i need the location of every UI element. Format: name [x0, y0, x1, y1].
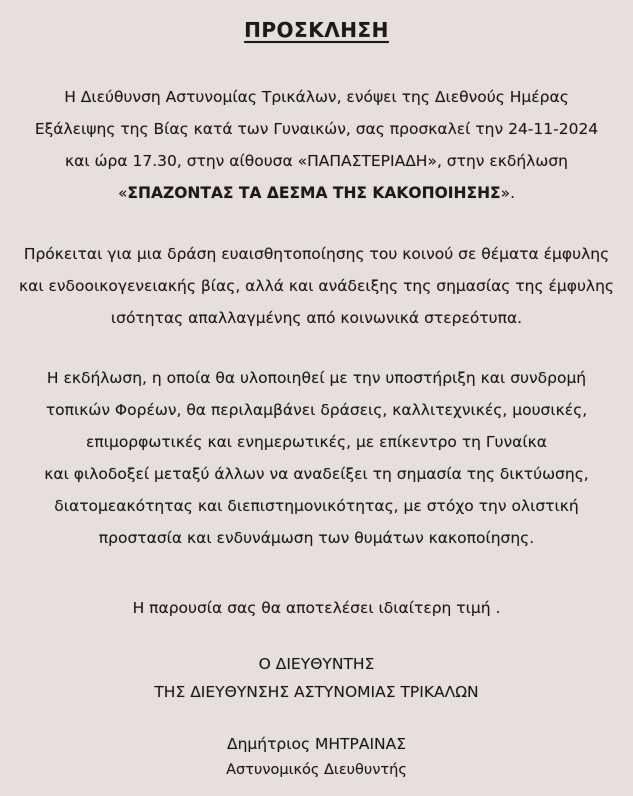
signatory-heading — [6, 650, 627, 706]
signatory-name: Δημήτριος ΜΗΤΡΑΙΝΑΣ — [226, 735, 407, 753]
event-name: ΣΠΑΖΟΝΤΑΣ ΤΑ ΔΕΣΜΑ ΤΗΣ ΚΑΚΟΠΟΙΗΣΗΣ — [127, 184, 501, 202]
details-line: επιμορφωτικές και ενημερωτικές, με επίκεντρο τη Γυναίκα — [86, 433, 547, 451]
purpose-line: ισότητας απαλλαγμένης από κοινωνικά στερεότυπα. — [110, 309, 523, 327]
closing-paragraph — [6, 592, 627, 624]
details-paragraph — [6, 362, 627, 554]
purpose-line: και ενδοοικογενειακής βίας, αλλά και ανάδειξης της σημασίας της έμφυλης — [18, 277, 615, 295]
details-line: Η εκδήλωση, η οποία θα υλοποιηθεί με την υποστήριξη και συνδρομή — [46, 369, 587, 387]
event-name-line — [6, 177, 627, 209]
purpose-paragraph — [6, 238, 627, 334]
invitation-title-text: ΠΡΟΣΚΛΗΣΗ — [244, 18, 389, 42]
quote-close: ». — [500, 184, 516, 202]
director-title: Ο ΔΙΕΥΘΥΝΤΗΣ — [258, 655, 375, 673]
purpose-line: Πρόκειται για μια δράση ευαισθητοποίησης του κοινού σε θέματα έμφυλης — [23, 245, 610, 263]
details-line: και φιλοδοξεί μεταξύ άλλων να αναδείξει τη σημασία της δικτύωσης, — [44, 465, 589, 483]
signatory-role: Αστυνομικός Διευθυντής — [226, 762, 407, 778]
intro-paragraph — [6, 81, 627, 209]
directorate-name: ΤΗΣ ΔΙΕΥΘΥΝΣΗΣ ΑΣΤΥΝΟΜΙΑΣ ΤΡΙΚΑΛΩΝ — [154, 683, 479, 701]
intro-line: Εξάλειψης της Βίας κατά των Γυναικών, σας προσκαλεί την 24-11-2024 — [34, 120, 599, 138]
closing-line: Η παρουσία σας θα αποτελέσει ιδιαίτερη τιμή . — [132, 599, 501, 617]
intro-line: και ώρα 17.30, στην αίθουσα «ΠΑΠΑΣΤΕΡΙΑΔΗ», στην εκδήλωση — [64, 152, 568, 170]
invitation-title — [0, 18, 633, 42]
quote-open: « — [117, 184, 128, 202]
details-line: διατομεακότητας και διεπιστημονικότητας, με στόχο την ολιστική — [54, 497, 579, 515]
signatory-block — [6, 731, 627, 783]
details-line: τοπικών Φορέων, θα περιλαμβάνει δράσεις, καλλιτεχνικές, μουσικές, — [45, 401, 588, 419]
intro-line: Η Διεύθυνση Αστυνομίας Τρικάλων, ενόψει της Διεθνούς Ημέρας — [64, 88, 569, 106]
details-line: προστασία και ενδυνάμωση των θυμάτων κακοποίησης. — [98, 529, 535, 547]
